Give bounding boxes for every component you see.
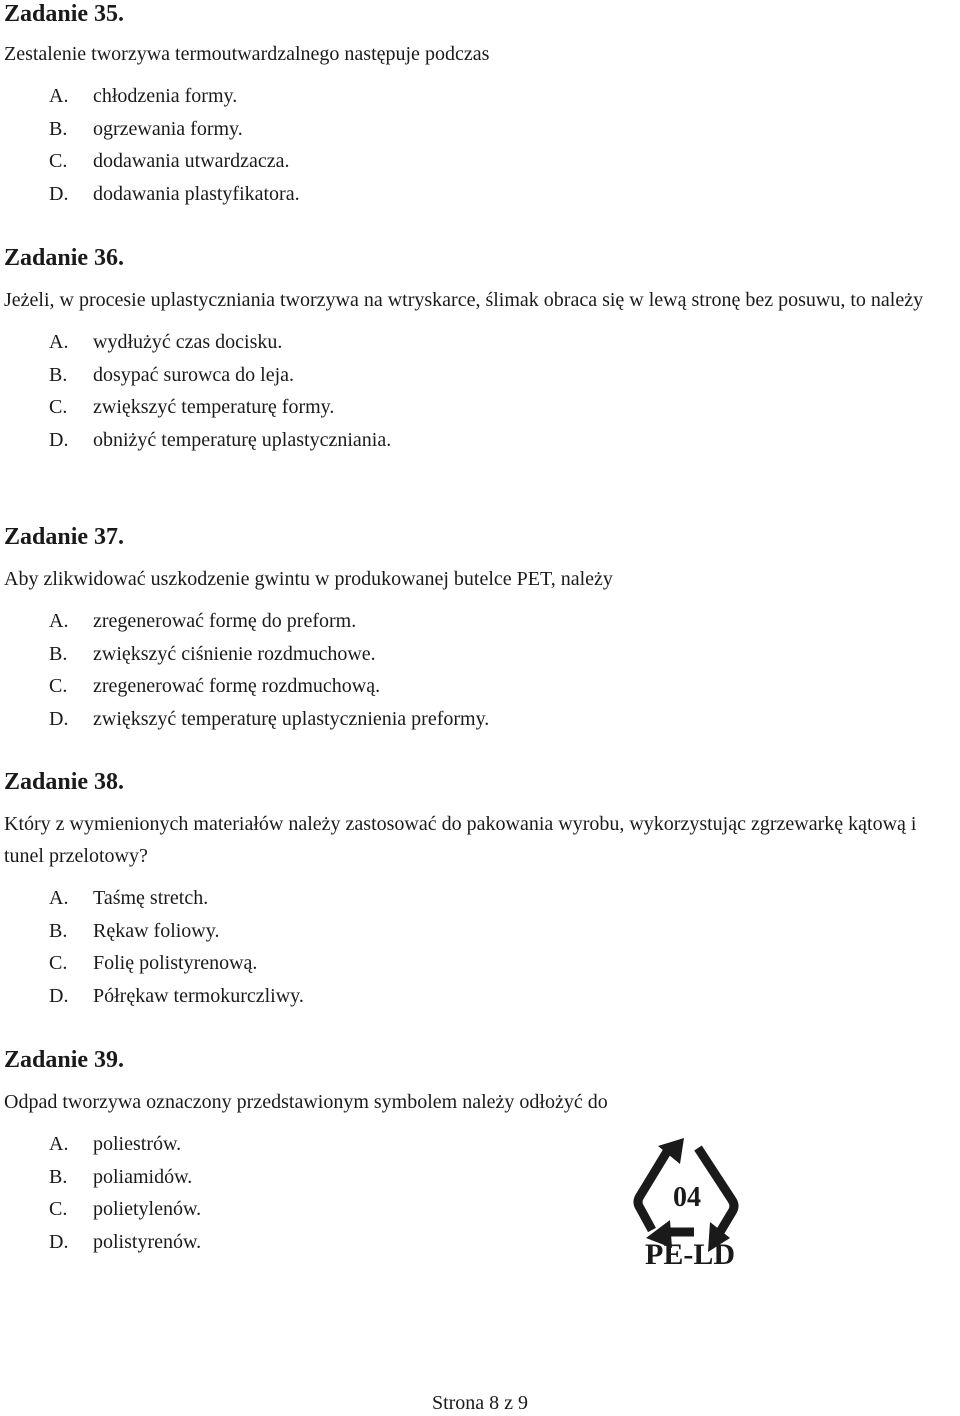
option-text: zwiększyć temperaturę uplastycznienia preformy. <box>93 707 490 730</box>
option-letter: D. <box>49 182 69 205</box>
option-letter: A. <box>49 1133 69 1155</box>
option-text: Folię polistyrenową. <box>93 952 258 974</box>
task-title: Zadanie 38. <box>4 769 125 795</box>
option-text: Rękaw foliowy. <box>93 919 220 942</box>
recycling-triangle-icon <box>632 1134 748 1270</box>
task-title: Zadanie 37. <box>4 524 125 550</box>
task-question: Aby zlikwidować uszkodzenie gwintu w produkowanej butelce PET, należy <box>4 568 613 590</box>
option-b <box>4 915 956 948</box>
option-text: dosypać surowca do leja. <box>93 363 295 386</box>
option-d <box>4 1226 956 1259</box>
option-a <box>4 882 956 915</box>
task-35 <box>4 0 956 210</box>
option-b <box>4 359 956 392</box>
option-text: zwiększyć temperaturę formy. <box>93 396 335 418</box>
option-letter: B. <box>49 363 68 386</box>
option-b <box>4 1161 956 1194</box>
option-text: ogrzewania formy. <box>93 117 243 140</box>
option-letter: A. <box>49 610 69 632</box>
option-letter: A. <box>49 85 69 107</box>
page-number: Strona 8 z 9 <box>431 1392 529 1414</box>
option-letter: B. <box>49 1165 68 1188</box>
option-a <box>4 326 956 359</box>
option-d <box>4 703 956 736</box>
task-question: Który z wymienionych materiałów należy zastosować do pakowania wyrobu, wykorzystując zgrzewarkę kątową i tunel przelotowy? <box>4 813 917 867</box>
option-text: wydłużyć czas docisku. <box>93 331 283 353</box>
option-letter: C. <box>49 1198 68 1220</box>
option-d <box>4 178 956 211</box>
option-text: chłodzenia formy. <box>93 85 238 107</box>
task-question: Jeżeli, w procesie uplastyczniania tworzywa na wtryskarce, ślimak obraca się w lewą stronę bez posuwu, to należy <box>4 289 924 311</box>
option-c <box>4 145 956 178</box>
recycling-symbol <box>632 1134 748 1270</box>
option-letter: C. <box>49 675 68 697</box>
option-text: poliestrów. <box>93 1133 182 1155</box>
answer-options <box>4 326 956 456</box>
option-b <box>4 638 956 671</box>
option-text: Taśmę stretch. <box>93 887 209 909</box>
option-letter: A. <box>49 887 69 909</box>
option-letter: B. <box>49 117 68 140</box>
task-39 <box>4 1046 956 1258</box>
option-c <box>4 670 956 703</box>
answer-options <box>4 1128 956 1258</box>
option-d <box>4 980 956 1013</box>
option-letter: D. <box>49 984 69 1007</box>
option-text: zwiększyć ciśnienie rozdmuchowe. <box>93 642 376 665</box>
option-letter: C. <box>49 150 68 172</box>
option-a <box>4 605 956 638</box>
option-b <box>4 113 956 146</box>
option-text: poliamidów. <box>93 1165 193 1188</box>
option-text: dodawania plastyfikatora. <box>93 182 300 205</box>
recycling-code: PE-LD <box>645 1238 735 1270</box>
option-letter: D. <box>49 707 69 730</box>
option-d <box>4 424 956 457</box>
option-c <box>4 391 956 424</box>
recycling-number: 04 <box>673 1182 701 1213</box>
option-text: polietylenów. <box>93 1198 202 1220</box>
option-a <box>4 1128 956 1161</box>
option-letter: C. <box>49 952 68 974</box>
answer-options <box>4 605 956 735</box>
option-letter: B. <box>49 919 68 942</box>
option-text: obniżyć temperaturę uplastyczniania. <box>93 428 392 451</box>
option-text: zregenerować formę rozdmuchową. <box>93 675 381 697</box>
option-text: polistyrenów. <box>93 1230 202 1253</box>
option-letter: D. <box>49 428 69 451</box>
option-c <box>4 1193 956 1226</box>
task-37 <box>4 523 956 735</box>
option-a <box>4 80 956 113</box>
option-text: dodawania utwardzacza. <box>93 150 290 172</box>
option-letter: C. <box>49 396 68 418</box>
task-title: Zadanie 36. <box>4 245 125 271</box>
task-title: Zadanie 39. <box>4 1047 125 1073</box>
task-question: Odpad tworzywa oznaczony przedstawionym symbolem należy odłożyć do <box>4 1091 608 1113</box>
task-38 <box>4 768 956 1012</box>
option-letter: A. <box>49 331 69 353</box>
option-letter: D. <box>49 1230 69 1253</box>
option-c <box>4 947 956 980</box>
task-36 <box>4 244 956 456</box>
option-letter: B. <box>49 642 68 665</box>
answer-options <box>4 882 956 1012</box>
task-title: Zadanie 35. <box>4 1 125 27</box>
page-footer <box>0 1390 960 1416</box>
option-text: zregenerować formę do preform. <box>93 610 357 632</box>
option-text: Półrękaw termokurczliwy. <box>93 984 304 1007</box>
answer-options <box>4 80 956 210</box>
task-question: Zestalenie tworzywa termoutwardzalnego następuje podczas <box>4 43 490 65</box>
